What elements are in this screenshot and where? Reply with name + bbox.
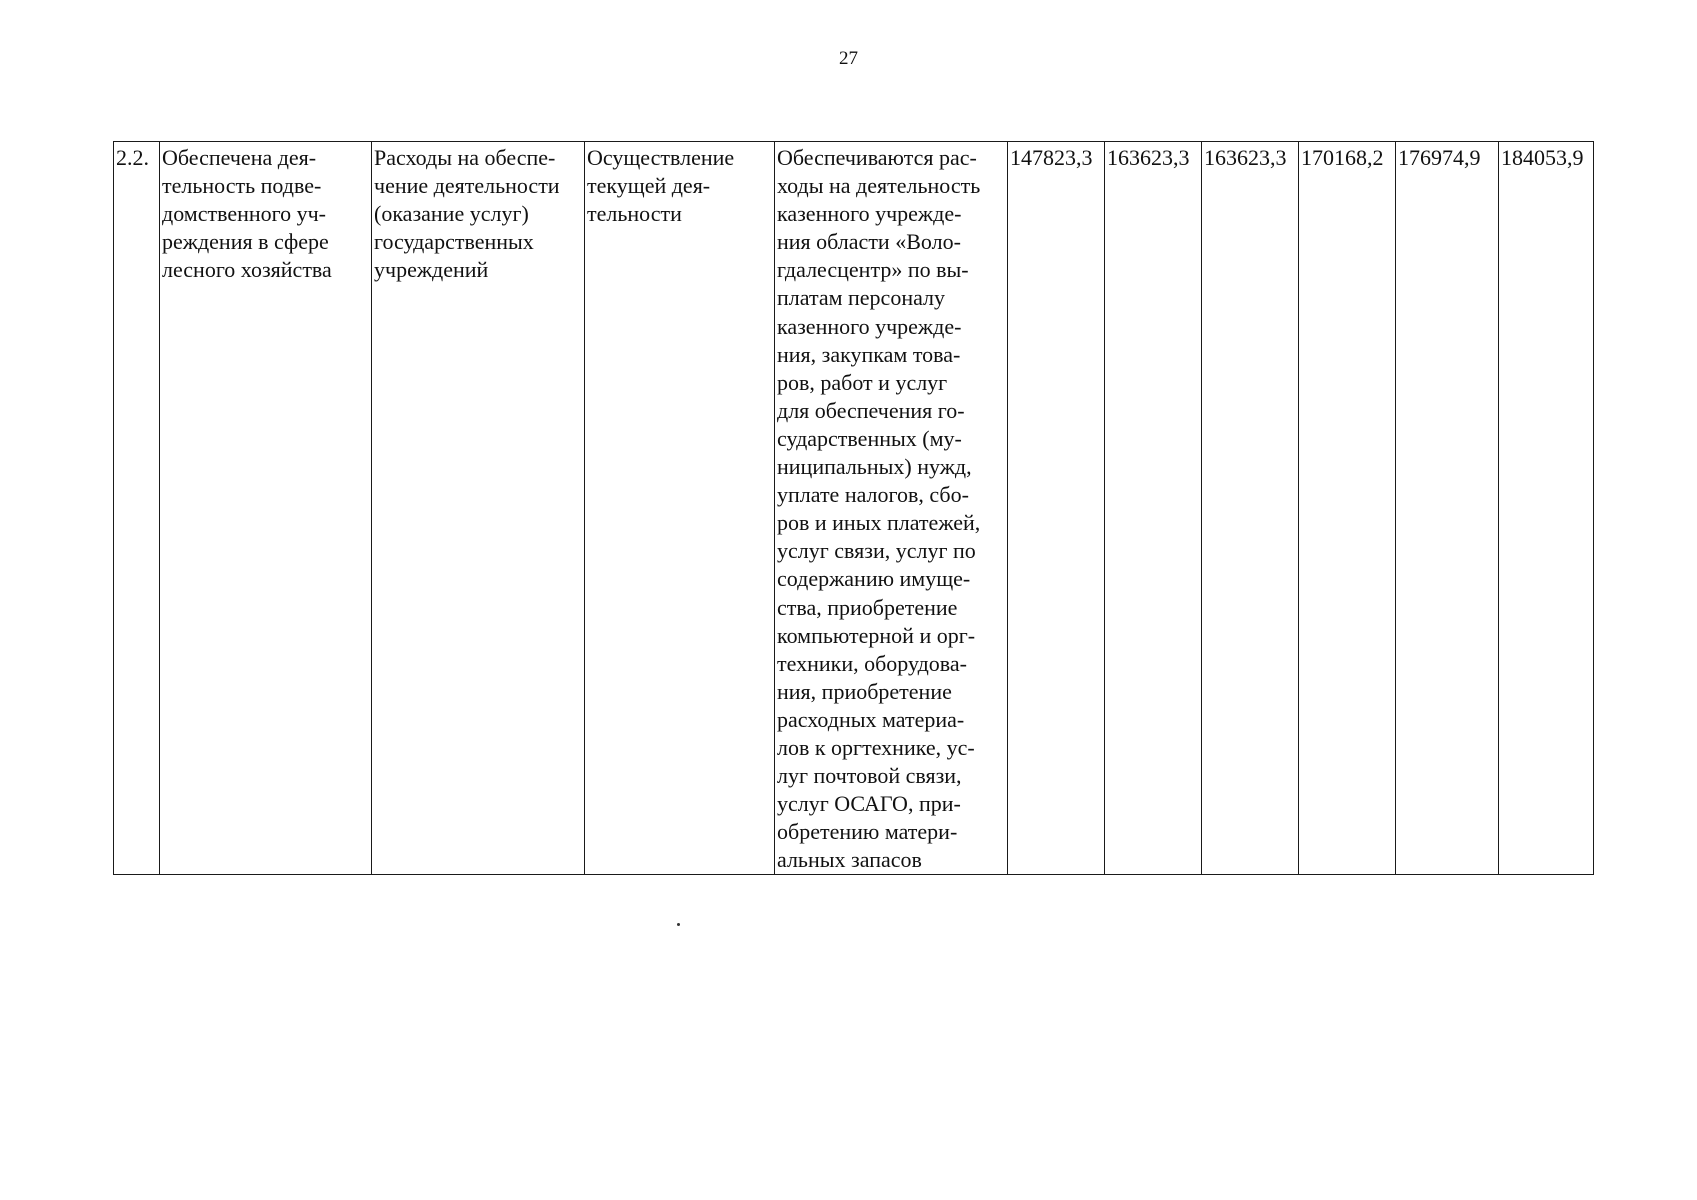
result-cell xyxy=(160,142,372,875)
description-line: ства, приобретение xyxy=(777,594,958,620)
row-index-cell: 2.2. xyxy=(114,142,160,875)
description-line: Обеспечиваются рас- xyxy=(777,145,977,170)
expense-line: государственных xyxy=(374,229,534,255)
value-cell: 170168,2 xyxy=(1299,142,1396,875)
description-line: альных запасов xyxy=(777,847,922,873)
description-line: услуг ОСАГО, при- xyxy=(777,791,961,817)
value-cell: 147823,3 xyxy=(1008,142,1105,875)
description-line: компьютерной и орг- xyxy=(777,622,976,648)
expense-cell xyxy=(372,142,585,875)
expense-line: (оказание услуг) xyxy=(374,201,529,227)
description-line: гдалесцентр» по вы- xyxy=(777,257,969,283)
value-cell: 163623,3 xyxy=(1105,142,1202,875)
value-cell: 163623,3 xyxy=(1202,142,1299,875)
page-number: 27 xyxy=(839,48,858,69)
value-cell: 176974,9 xyxy=(1396,142,1499,875)
description-line: лов к оргтехнике, ус- xyxy=(777,734,975,760)
expense-line: Расходы на обеспе- xyxy=(374,145,556,170)
stray-dot xyxy=(677,923,680,926)
description-line: казенного учрежде- xyxy=(777,201,962,227)
description-line: обретению матери- xyxy=(777,819,958,845)
expense-line: чение деятельности xyxy=(374,173,560,199)
budget-table xyxy=(113,141,1594,875)
description-line: сударственных (му- xyxy=(777,425,962,451)
description-line: уплате налогов, сбо- xyxy=(777,482,969,508)
direction-cell xyxy=(585,142,775,875)
description-line: техники, оборудова- xyxy=(777,650,967,676)
table-row xyxy=(114,142,1594,875)
direction-line: текущей дея- xyxy=(587,173,711,199)
description-line: ния, закупкам това- xyxy=(777,341,961,367)
description-line: ров, работ и услуг xyxy=(777,369,948,395)
description-line: расходных материа- xyxy=(777,706,965,732)
result-line: тельность подве- xyxy=(162,173,322,199)
value-cell: 184053,9 xyxy=(1499,142,1594,875)
result-line: реждения в сфере xyxy=(162,229,329,255)
description-line: содержанию имуще- xyxy=(777,566,971,592)
result-line: домственного уч- xyxy=(162,201,327,227)
description-line: ния, приобретение xyxy=(777,678,952,704)
description-line: услуг связи, услуг по xyxy=(777,538,976,564)
description-line: ров и иных платежей, xyxy=(777,510,981,536)
description-line: казенного учрежде- xyxy=(777,313,962,339)
result-line: лесного хозяйства xyxy=(162,257,332,283)
description-line: ния области «Воло- xyxy=(777,229,961,255)
description-line: ниципальных) нужд, xyxy=(777,454,972,480)
direction-line: тельности xyxy=(587,201,682,227)
description-cell xyxy=(775,142,1008,875)
description-line: луг почтовой связи, xyxy=(777,763,962,789)
description-line: платам персоналу xyxy=(777,285,946,311)
result-line: Обеспечена дея- xyxy=(162,145,317,170)
description-line: для обеспечения го- xyxy=(777,397,965,423)
description-line: ходы на деятельность xyxy=(777,173,981,199)
direction-line: Осуществление xyxy=(587,145,735,170)
expense-line: учреждений xyxy=(374,257,489,283)
